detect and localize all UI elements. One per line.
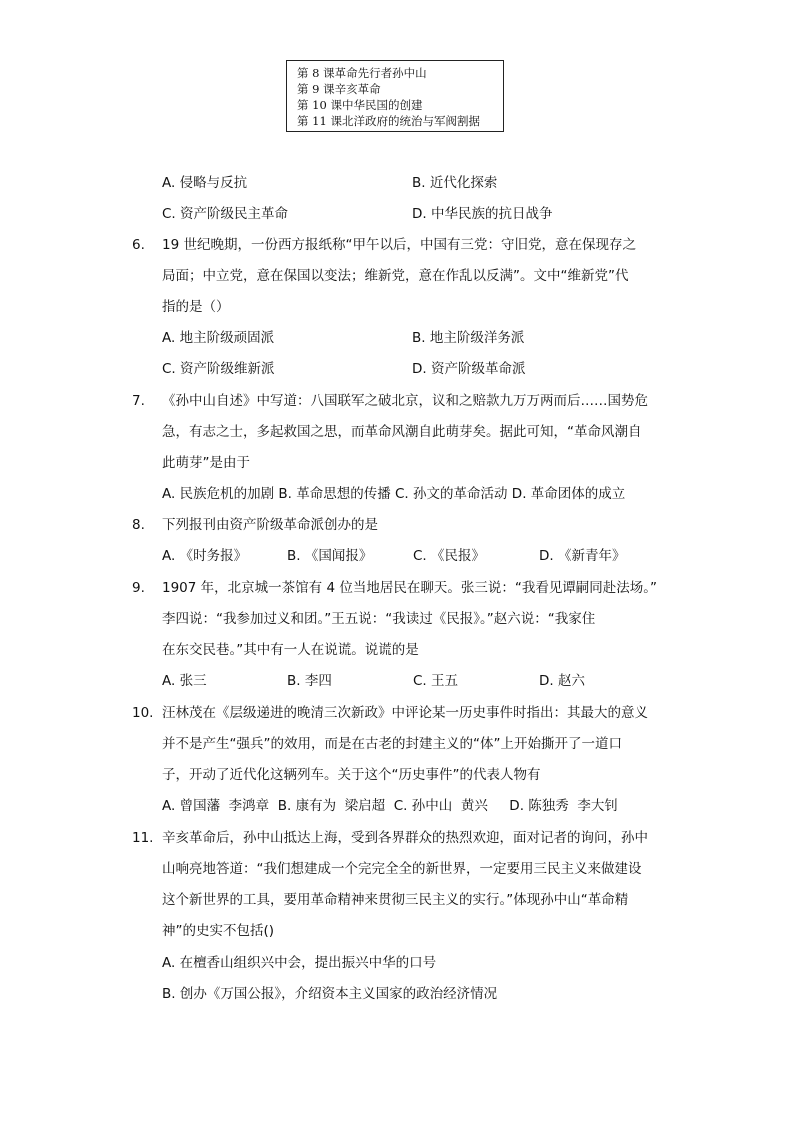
q11-line: 辛亥革命后，孙中山抵达上海，受到各界群众的热烈欢迎，面对记者的询问，孙中 bbox=[162, 830, 648, 846]
q8-option-c: C. 《民报》 bbox=[413, 548, 486, 564]
q6-line: 指的是（） bbox=[162, 299, 230, 315]
lesson-line: 第 9 课辛亥革命 bbox=[297, 82, 381, 96]
q9-option-c: C. 王五 bbox=[413, 673, 459, 689]
q11-option-a: A. 在檀香山组织兴中会，提出振兴中华的口号 bbox=[162, 955, 437, 971]
q9-option-a: A. 张三 bbox=[162, 673, 207, 689]
q9-option-b: B. 李四 bbox=[287, 673, 332, 689]
q8-text: 下列报刊由资产阶级革命派创办的是 bbox=[162, 517, 378, 533]
q11-line: 神”的史实不包括() bbox=[162, 923, 275, 939]
lesson-line: 第 8 课革命先行者孙中山 bbox=[297, 66, 427, 80]
q8-option-a: A. 《时务报》 bbox=[162, 548, 248, 564]
lesson-line: 第 10 课中华民国的创建 bbox=[297, 98, 423, 112]
q6-line: 局面；中立党，意在保国以变法；维新党，意在作乱以反满”。文中“维新党”代 bbox=[162, 268, 629, 284]
q7-number: 7. bbox=[132, 393, 145, 409]
q5-option-d: D. 中华民族的抗日战争 bbox=[412, 206, 553, 222]
q10-options: A. 曾国藩 李鸿章 B. 康有为 梁启超 C. 孙中山 黄兴 D. 陈独秀 李大钊 bbox=[162, 798, 618, 814]
q5-option-a: A. 侵略与反抗 bbox=[162, 175, 248, 191]
q10-line: 汪林茂在《层级递进的晚清三次新政》中评论某一历史事件时指出：其最大的意义 bbox=[162, 705, 648, 721]
q5-option-c: C. 资产阶级民主革命 bbox=[162, 206, 289, 222]
q7-options: A. 民族危机的加剧 B. 革命思想的传播 C. 孙文的革命活动 D. 革命团体的成立 bbox=[162, 486, 626, 502]
q6-line: 19 世纪晚期，一份西方报纸称“甲午以后，中国有三党：守旧党，意在保现存之 bbox=[162, 237, 636, 253]
q11-line: 这个新世界的工具，要用革命精神来贯彻三民主义的实行。”体现孙中山“革命精 bbox=[162, 892, 629, 908]
q8-option-d: D. 《新青年》 bbox=[539, 548, 626, 564]
q6-option-a: A. 地主阶级顽固派 bbox=[162, 330, 275, 346]
q9-line: 1907 年，北京城一茶馆有 4 位当地居民在聊天。张三说：“我看见谭嗣同赴法场。” bbox=[162, 580, 658, 596]
q10-number: 10. bbox=[132, 705, 154, 721]
q8-number: 8. bbox=[132, 517, 145, 533]
q6-option-c: C. 资产阶级维新派 bbox=[162, 361, 275, 377]
q8-option-b: B. 《国闻报》 bbox=[287, 548, 373, 564]
lesson-list-box bbox=[286, 60, 504, 132]
q10-line: 子，开动了近代化这辆列车。关于这个“历史事件”的代表人物有 bbox=[162, 767, 541, 783]
q9-number: 9. bbox=[132, 580, 145, 596]
q11-option-b: B. 创办《万国公报》，介绍资本主义国家的政治经济情况 bbox=[162, 986, 498, 1002]
q7-line: 此萌芽”是由于 bbox=[162, 455, 250, 471]
lesson-line: 第 11 课北洋政府的统治与军阀割据 bbox=[297, 114, 480, 128]
q6-option-d: D. 资产阶级革命派 bbox=[412, 361, 526, 377]
q7-line: 急，有志之士，多起救国之思，而革命风潮自此萌芽矣。据此可知，“革命风潮自 bbox=[162, 424, 642, 440]
q11-number: 11. bbox=[132, 830, 154, 846]
q6-option-b: B. 地主阶级洋务派 bbox=[412, 330, 525, 346]
q6-number: 6. bbox=[132, 237, 145, 253]
q11-line: 山响亮地答道：“我们想建成一个完完全全的新世界，一定要用三民主义来做建设 bbox=[162, 861, 642, 877]
q9-line: 在东交民巷。”其中有一人在说谎。说谎的是 bbox=[162, 642, 419, 658]
q5-option-b: B. 近代化探索 bbox=[412, 175, 498, 191]
q7-line: 《孙中山自述》中写道：八国联军之破北京，议和之赔款九万万两而后……国势危 bbox=[162, 393, 648, 409]
q9-option-d: D. 赵六 bbox=[539, 673, 585, 689]
q10-line: 并不是产生“强兵”的效用，而是在古老的封建主义的“体”上开始撕开了一道口 bbox=[162, 736, 622, 752]
q9-line: 李四说：“我参加过义和团。”王五说：“我读过《民报》。”赵六说：“我家住 bbox=[162, 611, 596, 627]
